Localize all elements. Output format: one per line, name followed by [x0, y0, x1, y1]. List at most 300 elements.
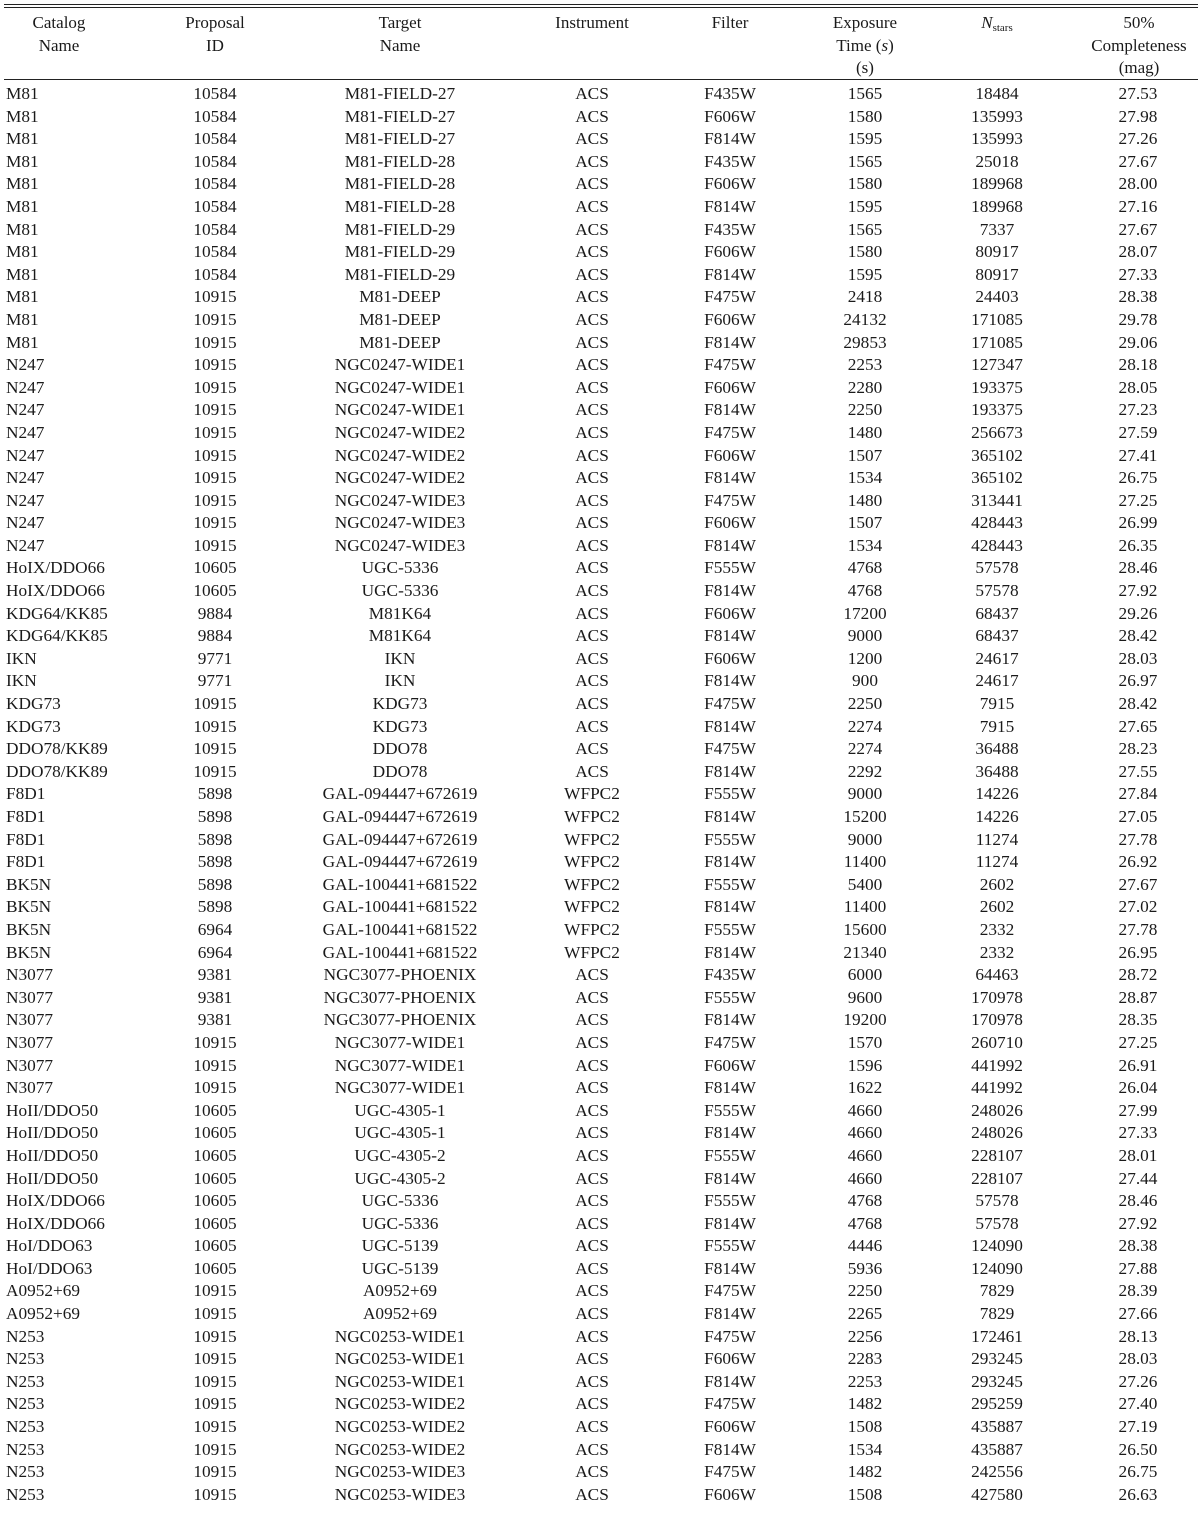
cell-proposal-id: 10584 [193, 174, 237, 194]
cell-nstars: 11274 [975, 829, 1019, 849]
cell-instrument: ACS [575, 1010, 609, 1030]
cell-completeness: 28.03 [1118, 648, 1158, 668]
header-filter: Filter [711, 13, 749, 32]
cell-nstars: 36488 [975, 761, 1019, 781]
cell-instrument: ACS [575, 1304, 609, 1324]
cell-proposal-id: 10915 [193, 309, 237, 329]
cell-nstars: 2332 [979, 919, 1015, 939]
cell-catalog-name: KDG64/KK85 [6, 603, 108, 623]
cell-nstars: 14226 [975, 784, 1019, 804]
cell-nstars: 24617 [975, 671, 1019, 691]
table-row [0, 1235, 1200, 1258]
cell-exposure-time: 4768 [847, 558, 883, 578]
cell-proposal-id: 10584 [193, 106, 237, 126]
cell-exposure-time: 1580 [847, 242, 883, 262]
cell-catalog-name: N253 [6, 1484, 45, 1504]
cell-exposure-time: 1580 [847, 174, 883, 194]
cell-catalog-name: IKN [6, 648, 37, 668]
cell-catalog-name: M81 [6, 106, 39, 126]
cell-nstars: 228107 [971, 1145, 1023, 1165]
table-row [0, 1416, 1200, 1439]
table-row [0, 648, 1200, 671]
cell-filter: F555W [704, 987, 756, 1007]
cell-filter: F475W [704, 422, 756, 442]
cell-catalog-name: HoII/DDO50 [6, 1145, 99, 1165]
cell-filter: F555W [704, 1236, 756, 1256]
cell-proposal-id: 10915 [193, 1281, 237, 1301]
cell-instrument: ACS [575, 151, 609, 171]
cell-nstars: 260710 [971, 1032, 1023, 1052]
cell-exposure-time: 2256 [847, 1326, 883, 1346]
cell-filter: F814W [704, 1371, 756, 1391]
cell-instrument: ACS [575, 1394, 609, 1414]
cell-exposure-time: 2418 [847, 287, 883, 307]
cell-target-name: UGC-4305-2 [354, 1145, 446, 1165]
cell-target-name: M81-FIELD-28 [344, 151, 456, 171]
cell-nstars: 228107 [971, 1168, 1023, 1188]
table-row [0, 83, 1200, 106]
cell-target-name: DDO78 [372, 761, 428, 781]
cell-target-name: M81-FIELD-27 [344, 129, 456, 149]
cell-target-name: NGC0253-WIDE2 [334, 1394, 466, 1414]
cell-nstars: 7829 [979, 1304, 1015, 1324]
cell-nstars: 57578 [975, 1213, 1019, 1233]
cell-catalog-name: M81 [6, 264, 39, 284]
cell-proposal-id: 10915 [193, 1417, 237, 1437]
cell-catalog-name: M81 [6, 332, 39, 352]
cell-nstars: 7915 [979, 716, 1015, 736]
cell-catalog-name: N3077 [6, 987, 54, 1007]
cell-completeness: 27.67 [1118, 219, 1158, 239]
header-exposure-time: Exposure Time (s) (s) [832, 13, 898, 77]
table-row [0, 106, 1200, 129]
cell-exposure-time: 4660 [847, 1100, 883, 1120]
table-row [0, 919, 1200, 942]
cell-nstars: 193375 [971, 377, 1023, 397]
table-header-rule [4, 79, 1198, 80]
cell-exposure-time: 4660 [847, 1168, 883, 1188]
cell-proposal-id: 10584 [193, 219, 237, 239]
cell-instrument: ACS [575, 603, 609, 623]
cell-target-name: GAL-094447+672619 [322, 784, 478, 804]
cell-instrument: ACS [575, 355, 609, 375]
cell-target-name: UGC-5336 [361, 1191, 439, 1211]
cell-completeness: 27.53 [1118, 84, 1158, 103]
cell-exposure-time: 2292 [847, 761, 883, 781]
cell-completeness: 27.84 [1118, 784, 1158, 804]
table-body [0, 83, 1200, 1506]
cell-nstars: 80917 [975, 242, 1019, 262]
cell-filter: F814W [704, 671, 756, 691]
table-row [0, 1439, 1200, 1462]
table-row [0, 738, 1200, 761]
cell-exposure-time: 1596 [847, 1055, 883, 1075]
table-row [0, 625, 1200, 648]
cell-instrument: ACS [575, 535, 609, 555]
cell-completeness: 28.42 [1118, 626, 1158, 646]
cell-catalog-name: F8D1 [6, 784, 46, 804]
cell-catalog-name: N247 [6, 513, 45, 533]
cell-catalog-name: IKN [6, 671, 37, 691]
table-row [0, 309, 1200, 332]
cell-proposal-id: 10605 [193, 1123, 237, 1143]
cell-nstars: 365102 [971, 468, 1023, 488]
cell-filter: F814W [704, 942, 756, 962]
cell-nstars: 68437 [975, 603, 1019, 623]
cell-instrument: WFPC2 [564, 874, 620, 894]
cell-target-name: NGC3077-WIDE1 [334, 1032, 466, 1052]
table-row [0, 1122, 1200, 1145]
cell-catalog-name: HoII/DDO50 [6, 1168, 99, 1188]
cell-proposal-id: 10915 [193, 1462, 237, 1482]
table-row [0, 1055, 1200, 1078]
cell-instrument: ACS [575, 626, 609, 646]
cell-target-name: NGC0247-WIDE3 [334, 513, 466, 533]
cell-completeness: 27.02 [1118, 897, 1158, 917]
cell-completeness: 26.95 [1118, 942, 1158, 962]
cell-instrument: WFPC2 [564, 829, 620, 849]
cell-completeness: 28.87 [1118, 987, 1158, 1007]
cell-filter: F555W [704, 1145, 756, 1165]
cell-instrument: ACS [575, 1484, 609, 1504]
cell-proposal-id: 10915 [193, 1055, 237, 1075]
cell-catalog-name: M81 [6, 84, 39, 103]
cell-completeness: 27.59 [1118, 422, 1158, 442]
cell-completeness: 27.67 [1118, 874, 1158, 894]
cell-instrument: ACS [575, 309, 609, 329]
cell-nstars: 293245 [971, 1371, 1023, 1391]
table-top-rule-double [4, 7, 1198, 8]
cell-exposure-time: 1595 [847, 129, 883, 149]
cell-catalog-name: HoIX/DDO66 [6, 1191, 105, 1211]
cell-completeness: 27.65 [1118, 716, 1158, 736]
cell-exposure-time: 2274 [847, 739, 883, 759]
cell-target-name: NGC0253-WIDE1 [334, 1371, 466, 1391]
cell-filter: F606W [704, 174, 756, 194]
cell-target-name: NGC0253-WIDE3 [334, 1462, 466, 1482]
cell-filter: F814W [704, 1078, 756, 1098]
cell-exposure-time: 1534 [847, 535, 883, 555]
cell-catalog-name: N247 [6, 355, 45, 375]
cell-catalog-name: N247 [6, 422, 45, 442]
cell-exposure-time: 1200 [847, 648, 883, 668]
cell-proposal-id: 10915 [193, 694, 237, 714]
cell-completeness: 28.35 [1118, 1010, 1158, 1030]
cell-target-name: NGC3077-WIDE1 [334, 1078, 466, 1098]
cell-target-name: KDG73 [372, 716, 428, 736]
cell-filter: F475W [704, 287, 756, 307]
cell-completeness: 28.38 [1118, 1236, 1158, 1256]
cell-filter: F606W [704, 603, 756, 623]
cell-target-name: NGC0247-WIDE2 [334, 468, 466, 488]
cell-exposure-time: 4660 [847, 1145, 883, 1165]
cell-completeness: 28.13 [1118, 1326, 1158, 1346]
cell-exposure-time: 9000 [847, 784, 883, 804]
cell-target-name: NGC0253-WIDE3 [334, 1484, 466, 1504]
cell-catalog-name: M81 [6, 242, 39, 262]
cell-exposure-time: 11400 [843, 897, 887, 917]
cell-nstars: 435887 [971, 1439, 1023, 1459]
cell-completeness: 26.97 [1118, 671, 1158, 691]
cell-completeness: 26.75 [1118, 1462, 1158, 1482]
cell-proposal-id: 10915 [193, 490, 237, 510]
cell-filter: F814W [704, 1304, 756, 1324]
cell-target-name: GAL-094447+672619 [322, 829, 478, 849]
cell-catalog-name: N247 [6, 445, 45, 465]
cell-target-name: M81-FIELD-29 [344, 242, 456, 262]
cell-catalog-name: F8D1 [6, 852, 46, 872]
cell-proposal-id: 10605 [193, 1236, 237, 1256]
cell-instrument: WFPC2 [564, 919, 620, 939]
cell-completeness: 26.50 [1118, 1439, 1158, 1459]
cell-nstars: 428443 [971, 535, 1023, 555]
cell-nstars: 248026 [971, 1100, 1023, 1120]
cell-instrument: ACS [575, 1349, 609, 1369]
table-row [0, 693, 1200, 716]
cell-filter: F435W [704, 151, 756, 171]
table-row [0, 128, 1200, 151]
cell-filter: F606W [704, 513, 756, 533]
cell-nstars: 365102 [971, 445, 1023, 465]
cell-instrument: ACS [575, 739, 609, 759]
cell-proposal-id: 10915 [193, 535, 237, 555]
cell-exposure-time: 1595 [847, 196, 883, 216]
cell-instrument: ACS [575, 468, 609, 488]
cell-filter: F814W [704, 807, 756, 826]
cell-catalog-name: M81 [6, 174, 39, 194]
cell-catalog-name: N247 [6, 535, 45, 555]
cell-exposure-time: 24132 [843, 309, 887, 329]
table-row [0, 1032, 1200, 1055]
cell-target-name: GAL-094447+672619 [322, 807, 478, 826]
cell-catalog-name: BK5N [6, 897, 52, 917]
cell-catalog-name: A0952+69 [6, 1304, 81, 1324]
cell-filter: F555W [704, 829, 756, 849]
table-row [0, 1077, 1200, 1100]
cell-filter: F475W [704, 1326, 756, 1346]
table-row [0, 399, 1200, 422]
cell-proposal-id: 9381 [197, 965, 233, 985]
cell-instrument: ACS [575, 422, 609, 442]
cell-target-name: A0952+69 [362, 1281, 438, 1301]
cell-catalog-name: N3077 [6, 1032, 54, 1052]
cell-catalog-name: KDG64/KK85 [6, 626, 108, 646]
table-row [0, 490, 1200, 513]
cell-exposure-time: 1480 [847, 422, 883, 442]
cell-filter: F555W [704, 558, 756, 578]
cell-catalog-name: N253 [6, 1439, 45, 1459]
table-row [0, 1009, 1200, 1032]
cell-filter: F475W [704, 739, 756, 759]
cell-filter: F814W [704, 626, 756, 646]
header-target-name: Target Name [378, 13, 422, 55]
cell-nstars: 124090 [971, 1236, 1023, 1256]
cell-target-name: UGC-4305-1 [354, 1123, 446, 1143]
cell-filter: F435W [704, 965, 756, 985]
cell-nstars: 248026 [971, 1123, 1023, 1143]
cell-instrument: ACS [575, 1123, 609, 1143]
table-row [0, 829, 1200, 852]
cell-nstars: 36488 [975, 739, 1019, 759]
cell-exposure-time: 5400 [847, 874, 883, 894]
cell-exposure-time: 4768 [847, 581, 883, 601]
cell-nstars: 18484 [975, 84, 1019, 103]
table-row [0, 512, 1200, 535]
cell-proposal-id: 5898 [197, 807, 233, 826]
table-row [0, 716, 1200, 739]
table-row [0, 354, 1200, 377]
table-top-rule [4, 4, 1198, 5]
cell-target-name: M81-FIELD-29 [344, 219, 456, 239]
cell-instrument: WFPC2 [564, 807, 620, 826]
cell-completeness: 27.88 [1118, 1258, 1158, 1278]
cell-target-name: M81-FIELD-27 [344, 84, 456, 103]
cell-filter: F606W [704, 1417, 756, 1437]
cell-proposal-id: 6964 [197, 919, 233, 939]
cell-completeness: 26.35 [1118, 535, 1158, 555]
cell-nstars: 170978 [971, 987, 1023, 1007]
cell-catalog-name: N253 [6, 1462, 45, 1482]
cell-filter: F475W [704, 694, 756, 714]
cell-proposal-id: 10915 [193, 739, 237, 759]
cell-target-name: A0952+69 [362, 1304, 438, 1324]
cell-nstars: 25018 [975, 151, 1019, 171]
cell-target-name: UGC-5139 [361, 1236, 439, 1256]
cell-nstars: 189968 [971, 174, 1023, 194]
cell-filter: F814W [704, 1439, 756, 1459]
cell-target-name: NGC0247-WIDE2 [334, 422, 466, 442]
table-row [0, 286, 1200, 309]
cell-completeness: 27.92 [1118, 581, 1158, 601]
cell-completeness: 28.46 [1118, 558, 1158, 578]
table-row [0, 1348, 1200, 1371]
cell-nstars: 14226 [975, 807, 1019, 826]
cell-nstars: 2332 [979, 942, 1015, 962]
cell-target-name: NGC0253-WIDE1 [334, 1326, 466, 1346]
cell-proposal-id: 10584 [193, 129, 237, 149]
cell-instrument: ACS [575, 445, 609, 465]
table-row [0, 1484, 1200, 1507]
cell-catalog-name: HoI/DDO63 [6, 1258, 93, 1278]
cell-proposal-id: 9381 [197, 1010, 233, 1030]
table-row [0, 196, 1200, 219]
cell-completeness: 28.38 [1118, 287, 1158, 307]
cell-nstars: 428443 [971, 513, 1023, 533]
cell-target-name: M81-FIELD-28 [344, 196, 456, 216]
cell-exposure-time: 1480 [847, 490, 883, 510]
cell-completeness: 28.42 [1118, 694, 1158, 714]
cell-filter: F435W [704, 219, 756, 239]
cell-instrument: ACS [575, 513, 609, 533]
cell-filter: F606W [704, 377, 756, 397]
cell-exposure-time: 900 [852, 671, 878, 691]
cell-instrument: ACS [575, 965, 609, 985]
cell-nstars: 7915 [979, 694, 1015, 714]
cell-filter: F814W [704, 264, 756, 284]
cell-catalog-name: A0952+69 [6, 1281, 81, 1301]
cell-target-name: NGC0253-WIDE2 [334, 1417, 466, 1437]
cell-completeness: 28.39 [1118, 1281, 1158, 1301]
cell-instrument: ACS [575, 377, 609, 397]
cell-completeness: 27.44 [1118, 1168, 1158, 1188]
table-row [0, 422, 1200, 445]
cell-completeness: 29.78 [1118, 309, 1158, 329]
cell-nstars: 435887 [971, 1417, 1023, 1437]
cell-proposal-id: 10915 [193, 1371, 237, 1391]
cell-nstars: 57578 [975, 581, 1019, 601]
cell-completeness: 27.26 [1118, 129, 1158, 149]
table-row [0, 219, 1200, 242]
table-row [0, 987, 1200, 1010]
cell-proposal-id: 10605 [193, 1145, 237, 1165]
cell-filter: F555W [704, 784, 756, 804]
cell-nstars: 427580 [971, 1484, 1023, 1504]
cell-instrument: ACS [575, 1191, 609, 1211]
table-row [0, 1371, 1200, 1394]
cell-catalog-name: DDO78/KK89 [6, 739, 108, 759]
cell-proposal-id: 10605 [193, 1168, 237, 1188]
cell-instrument: ACS [575, 490, 609, 510]
cell-completeness: 26.92 [1118, 852, 1158, 872]
table-row [0, 851, 1200, 874]
cell-proposal-id: 10915 [193, 716, 237, 736]
cell-target-name: NGC0247-WIDE1 [334, 355, 466, 375]
header-completeness: 50% Completeness (mag) [1091, 13, 1187, 77]
cell-proposal-id: 10915 [193, 332, 237, 352]
cell-exposure-time: 15600 [843, 919, 887, 939]
cell-exposure-time: 11400 [843, 852, 887, 872]
cell-proposal-id: 10584 [193, 242, 237, 262]
cell-instrument: ACS [575, 1078, 609, 1098]
cell-filter: F814W [704, 1168, 756, 1188]
cell-target-name: KDG73 [372, 694, 428, 714]
cell-filter: F814W [704, 1258, 756, 1278]
cell-catalog-name: N247 [6, 468, 45, 488]
cell-exposure-time: 4660 [847, 1123, 883, 1143]
cell-catalog-name: N247 [6, 400, 45, 420]
table-row [0, 241, 1200, 264]
cell-proposal-id: 10915 [193, 422, 237, 442]
cell-catalog-name: M81 [6, 287, 39, 307]
table-row [0, 1190, 1200, 1213]
cell-nstars: 57578 [975, 558, 1019, 578]
cell-nstars: 80917 [975, 264, 1019, 284]
cell-nstars: 295259 [971, 1394, 1023, 1414]
cell-instrument: ACS [575, 1100, 609, 1120]
cell-catalog-name: KDG73 [6, 694, 61, 714]
cell-filter: F555W [704, 1100, 756, 1120]
cell-proposal-id: 10915 [193, 1304, 237, 1324]
cell-filter: F814W [704, 1010, 756, 1030]
cell-proposal-id: 10915 [193, 287, 237, 307]
cell-proposal-id: 10584 [193, 196, 237, 216]
cell-exposure-time: 1534 [847, 1439, 883, 1459]
cell-completeness: 27.41 [1118, 445, 1158, 465]
table-row [0, 1213, 1200, 1236]
cell-filter: F606W [704, 648, 756, 668]
cell-target-name: NGC3077-WIDE1 [334, 1055, 466, 1075]
cell-catalog-name: N3077 [6, 1078, 54, 1098]
cell-completeness: 28.46 [1118, 1191, 1158, 1211]
cell-filter: F814W [704, 1213, 756, 1233]
cell-exposure-time: 1565 [847, 151, 883, 171]
cell-proposal-id: 10605 [193, 1191, 237, 1211]
cell-nstars: 293245 [971, 1349, 1023, 1369]
cell-completeness: 27.26 [1118, 1371, 1158, 1391]
cell-exposure-time: 2250 [847, 400, 883, 420]
cell-filter: F814W [704, 468, 756, 488]
cell-proposal-id: 9884 [197, 603, 233, 623]
